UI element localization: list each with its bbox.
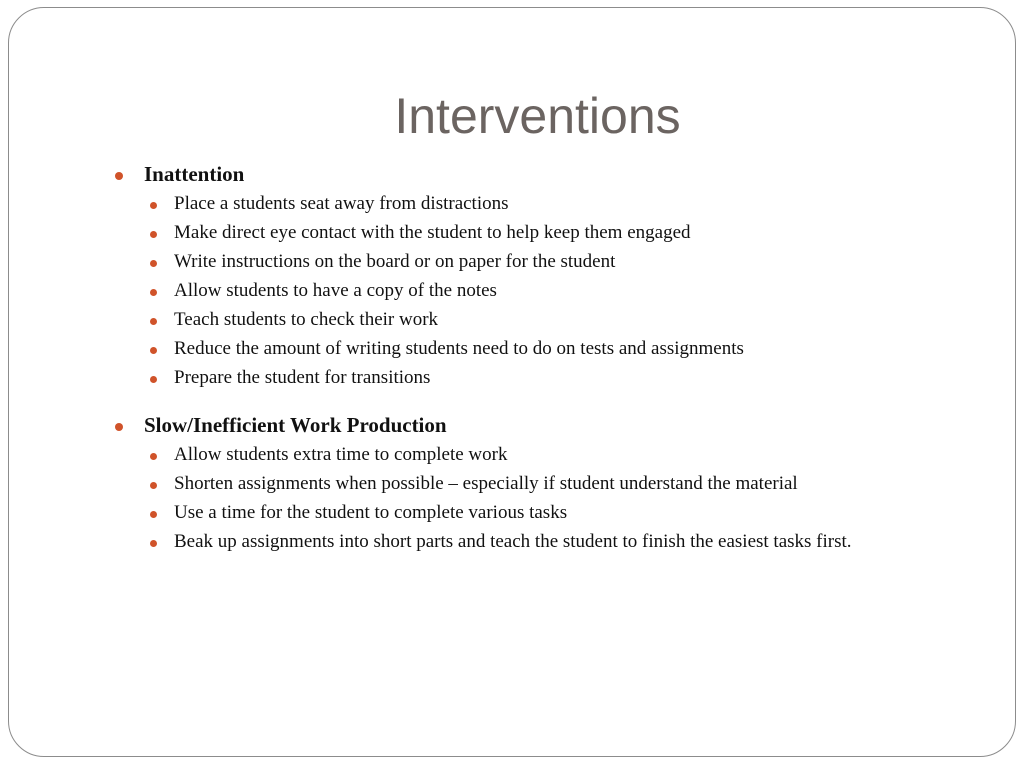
- list-item: [112, 305, 992, 334]
- bullet-icon: [150, 260, 157, 267]
- slide-content: [112, 160, 992, 575]
- section-heading-text: Inattention: [144, 162, 245, 186]
- list-item-text: Beak up assignments into short parts and teach the student to finish the easiest tasks first.: [174, 531, 852, 552]
- list-item: [112, 276, 992, 305]
- list-item-text: Reduce the amount of writing students need to do on tests and assignments: [174, 338, 744, 359]
- bullet-icon: [150, 318, 157, 325]
- list-item-text: Shorten assignments when possible – especially if student understand the material: [174, 473, 798, 494]
- bullet-icon: [150, 202, 157, 209]
- list-item-text: Prepare the student for transitions: [174, 367, 431, 388]
- list-item: [112, 218, 992, 247]
- bullet-icon: [150, 376, 157, 383]
- section-heading: [112, 160, 992, 189]
- list-item: [112, 527, 992, 556]
- list-item-text: Place a students seat away from distractions: [174, 193, 509, 214]
- list-item: [112, 440, 992, 469]
- bullet-icon: [150, 482, 157, 489]
- list-item: [112, 334, 992, 363]
- list-item: [112, 498, 992, 527]
- section-slow-work-production: [112, 411, 992, 556]
- slide-title: Interventions: [394, 88, 681, 144]
- bullet-icon: [150, 231, 157, 238]
- section-heading-text: Slow/Inefficient Work Production: [144, 413, 447, 437]
- list-item: [112, 363, 992, 392]
- list-item-text: Use a time for the student to complete various tasks: [174, 502, 568, 523]
- list-item: [112, 469, 992, 498]
- bullet-icon: [150, 289, 157, 296]
- section-heading: [112, 411, 992, 440]
- list-item-text: Teach students to check their work: [174, 309, 439, 330]
- section-inattention: [112, 160, 992, 392]
- bullet-list: [112, 440, 992, 556]
- bullet-list: [112, 189, 992, 392]
- bullet-icon: [150, 540, 157, 547]
- bullet-icon: [115, 172, 123, 180]
- list-item: [112, 247, 992, 276]
- list-item-text: Write instructions on the board or on paper for the student: [174, 251, 616, 272]
- bullet-icon: [150, 453, 157, 460]
- list-item-text: Allow students to have a copy of the notes: [174, 280, 497, 301]
- list-item-text: Make direct eye contact with the student to help keep them engaged: [174, 222, 691, 243]
- bullet-icon: [150, 511, 157, 518]
- list-item: [112, 189, 992, 218]
- bullet-icon: [150, 347, 157, 354]
- list-item-text: Allow students extra time to complete work: [174, 444, 508, 465]
- bullet-icon: [115, 423, 123, 431]
